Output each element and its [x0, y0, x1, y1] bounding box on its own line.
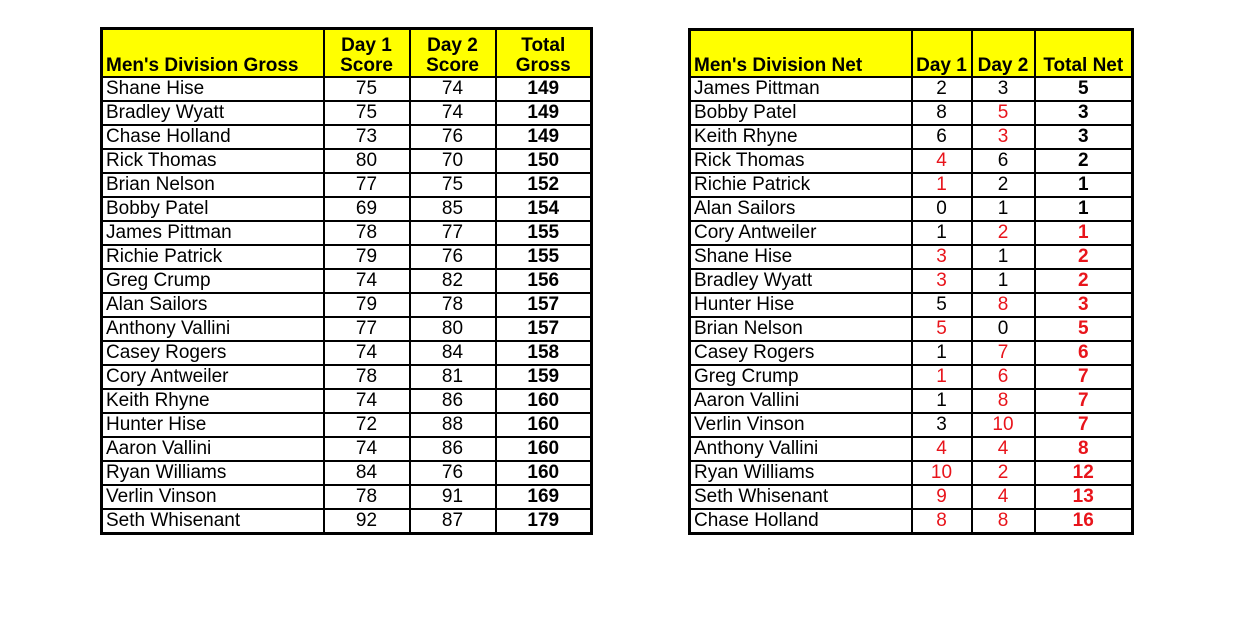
gross-day2-score-cell: 76 — [410, 245, 496, 269]
gross-day2-score-cell: 77 — [410, 221, 496, 245]
gross-player-name-cell: Richie Patrick — [102, 245, 324, 269]
gross-total-gross-cell: 152 — [496, 173, 592, 197]
gross-player-name-cell: Keith Rhyne — [102, 389, 324, 413]
net-table-row — [690, 365, 1133, 389]
net-player-name-cell: Greg Crump — [690, 365, 912, 389]
gross-player-name-cell: Casey Rogers — [102, 341, 324, 365]
gross-total-gross-cell: 149 — [496, 125, 592, 149]
net-day1-net-cell: 3 — [912, 245, 972, 269]
net-table-row — [690, 413, 1133, 437]
net-total-net-cell: 1 — [1035, 221, 1133, 245]
gross-day1-score-cell: 84 — [324, 461, 410, 485]
net-player-name-cell: Aaron Vallini — [690, 389, 912, 413]
net-player-name-cell: James Pittman — [690, 77, 912, 101]
gross-player-name-cell: Greg Crump — [102, 269, 324, 293]
net-total-net-cell: 13 — [1035, 485, 1133, 509]
gross-total-gross-cell: 159 — [496, 365, 592, 389]
gross-player-name-cell: Bradley Wyatt — [102, 101, 324, 125]
net-day1-net-cell: 5 — [912, 293, 972, 317]
gross-player-name-cell: Brian Nelson — [102, 173, 324, 197]
gross-day2-score-cell: 87 — [410, 509, 496, 534]
gross-total-gross-cell: 160 — [496, 413, 592, 437]
gross-table-row — [102, 389, 592, 413]
gross-day1-score-cell: 77 — [324, 173, 410, 197]
net-total-net-cell: 1 — [1035, 197, 1133, 221]
gross-day1-score-cell: 79 — [324, 293, 410, 317]
gross-total-gross-cell: 160 — [496, 461, 592, 485]
net-day2-net-cell: 8 — [972, 389, 1035, 413]
net-player-name-cell: Rick Thomas — [690, 149, 912, 173]
net-day1-net-cell: 8 — [912, 509, 972, 534]
gross-day1-score-cell: 78 — [324, 221, 410, 245]
net-day2-net-cell: 7 — [972, 341, 1035, 365]
net-day2-net-cell: 3 — [972, 125, 1035, 149]
gross-total-gross-cell: 160 — [496, 437, 592, 461]
net-total-net-cell: 7 — [1035, 413, 1133, 437]
gross-table-row — [102, 413, 592, 437]
net-total-net-cell: 3 — [1035, 101, 1133, 125]
net-day1-net-cell: 4 — [912, 149, 972, 173]
net-day2-net-cell: 1 — [972, 269, 1035, 293]
net-total-net-cell: 2 — [1035, 269, 1133, 293]
gross-header-total — [496, 29, 592, 78]
gross-table-row — [102, 509, 592, 534]
gross-day2-score-cell: 91 — [410, 485, 496, 509]
net-table-row — [690, 389, 1133, 413]
gross-day1-score-cell: 75 — [324, 101, 410, 125]
gross-day1-score-cell: 73 — [324, 125, 410, 149]
net-table-row — [690, 77, 1133, 101]
net-day1-net-cell: 1 — [912, 389, 972, 413]
gross-total-gross-cell: 169 — [496, 485, 592, 509]
gross-total-gross-cell: 155 — [496, 221, 592, 245]
net-table-row — [690, 341, 1133, 365]
gross-header-day2 — [410, 29, 496, 78]
gross-total-gross-cell: 157 — [496, 293, 592, 317]
gross-day1-score-cell: 74 — [324, 341, 410, 365]
net-player-name-cell: Bobby Patel — [690, 101, 912, 125]
gross-day2-score-cell: 70 — [410, 149, 496, 173]
net-player-name-cell: Ryan Williams — [690, 461, 912, 485]
gross-table-row — [102, 197, 592, 221]
net-day2-net-cell: 2 — [972, 173, 1035, 197]
gross-total-gross-cell: 149 — [496, 77, 592, 101]
gross-total-gross-cell: 156 — [496, 269, 592, 293]
net-day1-net-cell: 1 — [912, 341, 972, 365]
gross-day2-score-cell: 78 — [410, 293, 496, 317]
gross-day2-score-cell: 74 — [410, 101, 496, 125]
gross-total-gross-cell: 179 — [496, 509, 592, 534]
net-table-body — [690, 77, 1133, 534]
net-day2-net-cell: 0 — [972, 317, 1035, 341]
gross-player-name-cell: Cory Antweiler — [102, 365, 324, 389]
gross-day1-score-cell: 74 — [324, 389, 410, 413]
gross-day2-score-cell: 75 — [410, 173, 496, 197]
gross-total-gross-cell: 158 — [496, 341, 592, 365]
net-day2-net-cell: 4 — [972, 437, 1035, 461]
net-total-net-cell: 2 — [1035, 245, 1133, 269]
gross-player-name-cell: Aaron Vallini — [102, 437, 324, 461]
net-player-name-cell: Hunter Hise — [690, 293, 912, 317]
net-table-row — [690, 125, 1133, 149]
gross-day2-score-cell: 74 — [410, 77, 496, 101]
net-day1-net-cell: 1 — [912, 173, 972, 197]
gross-day1-score-cell: 78 — [324, 485, 410, 509]
net-day1-net-cell: 6 — [912, 125, 972, 149]
net-table-row — [690, 245, 1133, 269]
net-total-net-cell: 6 — [1035, 341, 1133, 365]
gross-day2-score-cell: 88 — [410, 413, 496, 437]
gross-day2-score-cell: 84 — [410, 341, 496, 365]
net-day1-net-cell: 3 — [912, 413, 972, 437]
gross-scores-table — [100, 27, 593, 535]
gross-day1-score-cell: 72 — [324, 413, 410, 437]
net-total-net-cell: 5 — [1035, 317, 1133, 341]
net-day1-net-cell: 4 — [912, 437, 972, 461]
gross-day1-score-cell: 92 — [324, 509, 410, 534]
gross-day2-score-cell: 76 — [410, 461, 496, 485]
gross-day2-score-cell: 86 — [410, 437, 496, 461]
gross-player-name-cell: Anthony Vallini — [102, 317, 324, 341]
gross-header-day2-label: Day 2 Score — [426, 35, 479, 76]
gross-player-name-cell: Bobby Patel — [102, 197, 324, 221]
gross-table-row — [102, 317, 592, 341]
gross-total-gross-cell: 157 — [496, 317, 592, 341]
net-table-row — [690, 509, 1133, 534]
net-day1-net-cell: 2 — [912, 77, 972, 101]
net-player-name-cell: Richie Patrick — [690, 173, 912, 197]
gross-table-row — [102, 485, 592, 509]
net-day1-net-cell: 10 — [912, 461, 972, 485]
gross-table-row — [102, 101, 592, 125]
gross-table-row — [102, 437, 592, 461]
gross-header-row — [102, 29, 592, 78]
gross-day2-score-cell: 85 — [410, 197, 496, 221]
gross-total-gross-cell: 155 — [496, 245, 592, 269]
net-total-net-cell: 3 — [1035, 293, 1133, 317]
gross-player-name-cell: Alan Sailors — [102, 293, 324, 317]
net-day1-net-cell: 9 — [912, 485, 972, 509]
net-player-name-cell: Seth Whisenant — [690, 485, 912, 509]
net-day2-net-cell: 10 — [972, 413, 1035, 437]
gross-total-gross-cell: 150 — [496, 149, 592, 173]
gross-table-row — [102, 293, 592, 317]
net-header-row — [690, 30, 1133, 78]
net-table-row — [690, 293, 1133, 317]
gross-table-row — [102, 365, 592, 389]
net-table-row — [690, 173, 1133, 197]
gross-player-name-cell: Hunter Hise — [102, 413, 324, 437]
gross-table-row — [102, 269, 592, 293]
gross-header-total-label: Total Gross — [515, 35, 571, 76]
gross-player-name-cell: Verlin Vinson — [102, 485, 324, 509]
net-player-name-cell: Bradley Wyatt — [690, 269, 912, 293]
net-header-day1: Day 1 — [912, 30, 972, 78]
net-day1-net-cell: 1 — [912, 365, 972, 389]
gross-table-row — [102, 221, 592, 245]
gross-table-row — [102, 149, 592, 173]
net-player-name-cell: Cory Antweiler — [690, 221, 912, 245]
net-day2-net-cell: 1 — [972, 245, 1035, 269]
gross-day2-score-cell: 76 — [410, 125, 496, 149]
net-total-net-cell: 7 — [1035, 389, 1133, 413]
net-day2-net-cell: 2 — [972, 221, 1035, 245]
net-day1-net-cell: 1 — [912, 221, 972, 245]
gross-table-row — [102, 173, 592, 197]
net-total-net-cell: 3 — [1035, 125, 1133, 149]
gross-day1-score-cell: 78 — [324, 365, 410, 389]
net-player-name-cell: Shane Hise — [690, 245, 912, 269]
net-day2-net-cell: 3 — [972, 77, 1035, 101]
gross-day2-score-cell: 86 — [410, 389, 496, 413]
gross-table-row — [102, 245, 592, 269]
net-total-net-cell: 5 — [1035, 77, 1133, 101]
net-total-net-cell: 8 — [1035, 437, 1133, 461]
net-player-name-cell: Keith Rhyne — [690, 125, 912, 149]
net-day2-net-cell: 4 — [972, 485, 1035, 509]
gross-day1-score-cell: 69 — [324, 197, 410, 221]
net-day1-net-cell: 5 — [912, 317, 972, 341]
net-table-row — [690, 101, 1133, 125]
net-player-name-cell: Brian Nelson — [690, 317, 912, 341]
net-total-net-cell: 12 — [1035, 461, 1133, 485]
net-player-name-cell: Alan Sailors — [690, 197, 912, 221]
gross-day2-score-cell: 81 — [410, 365, 496, 389]
net-day2-net-cell: 8 — [972, 293, 1035, 317]
gross-player-name-cell: Rick Thomas — [102, 149, 324, 173]
net-player-name-cell: Anthony Vallini — [690, 437, 912, 461]
gross-total-gross-cell: 160 — [496, 389, 592, 413]
net-total-net-cell: 16 — [1035, 509, 1133, 534]
gross-day1-score-cell: 75 — [324, 77, 410, 101]
gross-day2-score-cell: 82 — [410, 269, 496, 293]
net-day2-net-cell: 6 — [972, 149, 1035, 173]
gross-table-row — [102, 461, 592, 485]
net-day2-net-cell: 5 — [972, 101, 1035, 125]
net-day2-net-cell: 2 — [972, 461, 1035, 485]
net-day2-net-cell: 6 — [972, 365, 1035, 389]
net-header-total: Total Net — [1035, 30, 1133, 78]
net-header-day2: Day 2 — [972, 30, 1035, 78]
net-total-net-cell: 7 — [1035, 365, 1133, 389]
gross-header-day1-label: Day 1 Score — [340, 35, 393, 76]
gross-player-name-cell: Seth Whisenant — [102, 509, 324, 534]
net-player-name-cell: Casey Rogers — [690, 341, 912, 365]
gross-day2-score-cell: 80 — [410, 317, 496, 341]
gross-header-day1 — [324, 29, 410, 78]
gross-day1-score-cell: 80 — [324, 149, 410, 173]
net-total-net-cell: 1 — [1035, 173, 1133, 197]
net-day2-net-cell: 8 — [972, 509, 1035, 534]
gross-header-name: Men's Division Gross — [102, 29, 324, 78]
net-day2-net-cell: 1 — [972, 197, 1035, 221]
net-header-name: Men's Division Net — [690, 30, 912, 78]
gross-player-name-cell: Ryan Williams — [102, 461, 324, 485]
gross-day1-score-cell: 79 — [324, 245, 410, 269]
net-table-row — [690, 269, 1133, 293]
gross-player-name-cell: Shane Hise — [102, 77, 324, 101]
net-player-name-cell: Verlin Vinson — [690, 413, 912, 437]
gross-table-row — [102, 125, 592, 149]
gross-player-name-cell: Chase Holland — [102, 125, 324, 149]
gross-table-row — [102, 341, 592, 365]
gross-table-row — [102, 77, 592, 101]
net-total-net-cell: 2 — [1035, 149, 1133, 173]
net-player-name-cell: Chase Holland — [690, 509, 912, 534]
net-table-row — [690, 149, 1133, 173]
net-table-row — [690, 317, 1133, 341]
net-day1-net-cell: 8 — [912, 101, 972, 125]
gross-table-body — [102, 77, 592, 534]
net-day1-net-cell: 0 — [912, 197, 972, 221]
net-table-row — [690, 485, 1133, 509]
gross-total-gross-cell: 154 — [496, 197, 592, 221]
gross-day1-score-cell: 77 — [324, 317, 410, 341]
gross-player-name-cell: James Pittman — [102, 221, 324, 245]
net-table-row — [690, 197, 1133, 221]
net-table-row — [690, 461, 1133, 485]
gross-total-gross-cell: 149 — [496, 101, 592, 125]
net-day1-net-cell: 3 — [912, 269, 972, 293]
gross-day1-score-cell: 74 — [324, 437, 410, 461]
gross-day1-score-cell: 74 — [324, 269, 410, 293]
net-scores-table — [688, 28, 1134, 535]
net-table-row — [690, 221, 1133, 245]
net-table-row — [690, 437, 1133, 461]
